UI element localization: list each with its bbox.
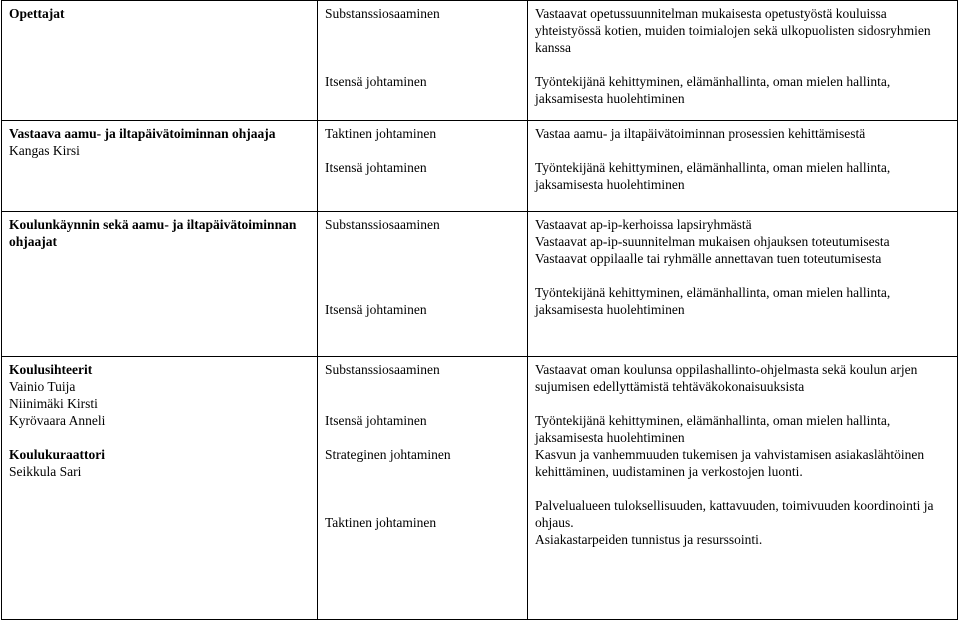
spacer (325, 233, 520, 250)
duty-text: Työntekijänä kehittyminen, elämänhallinta, oman mielen hallinta, jaksamisesta huolehtiminen (535, 74, 891, 106)
duty-text: Kasvun ja vanhemmuuden tukemisen ja vahvistamisen asiakaslähtöinen kehittäminen, uudistaminen ja verkostojen luonti. (535, 447, 925, 479)
duty-text: Työntekijänä kehittyminen, elämänhallinta, oman mielen hallinta, jaksamisesta huolehtiminen (535, 160, 891, 192)
duty-text: Vastaavat oman koulunsa oppilashallinto-ohjelmasta sekä koulun arjen sujumisen edellyttämistä tehtäväkokonaisuuksista (535, 362, 918, 394)
competence-label: Taktinen johtaminen (325, 515, 437, 530)
spacer (325, 142, 520, 159)
duties-cell (528, 121, 958, 212)
person-name: Kyrövaara Anneli (9, 413, 106, 428)
duty-text: Vastaavat ap-ip-suunnitelman mukaisen ohjauksen toteutumisesta (535, 234, 890, 249)
duty-text: Työntekijänä kehittyminen, elämänhallinta, oman mielen hallinta, jaksamisesta huolehtiminen (535, 285, 891, 317)
person-name: Kangas Kirsi (9, 143, 80, 158)
competence-cell (318, 212, 528, 357)
people-cell (2, 357, 318, 620)
role-title: Koulukuraattori (9, 447, 106, 462)
role-title: Opettajat (9, 6, 65, 21)
competence-label: Taktinen johtaminen (325, 126, 437, 141)
people-cell (2, 212, 318, 357)
duty-text: Työntekijänä kehittyminen, elämänhallinta, oman mielen hallinta, jaksamisesta huolehtiminen (535, 413, 891, 445)
duty-text: Vastaavat oppilaalle tai ryhmälle annettavan tuen toteutumisesta (535, 251, 882, 266)
person-name: Seikkula Sari (9, 464, 82, 479)
competence-label: Itsensä johtaminen (325, 302, 427, 317)
competence-label: Itsensä johtaminen (325, 413, 427, 428)
table-row (2, 1, 958, 121)
table-row (2, 121, 958, 212)
spacer (325, 480, 520, 497)
competence-cell (318, 1, 528, 121)
spacer (325, 497, 520, 514)
table-row (2, 212, 958, 357)
role-title: Koulusihteerit (9, 362, 93, 377)
competence-cell (318, 357, 528, 620)
spacer (325, 378, 520, 395)
competence-cell (318, 121, 528, 212)
spacer (535, 480, 950, 497)
spacer (325, 39, 520, 56)
spacer (535, 142, 950, 159)
spacer (325, 267, 520, 284)
people-cell (2, 1, 318, 121)
duties-cell (528, 357, 958, 620)
role-title: Vastaava aamu- ja iltapäivätoiminnan ohjaaja (9, 126, 276, 141)
competence-label: Substanssiosaaminen (325, 6, 440, 21)
duties-cell (528, 1, 958, 121)
duty-text: Vastaavat opetussuunnitelman mukaisesta opetustyöstä kouluissa yhteistyössä kotien, muiden toimialojen sekä ulkopuolisten sidosryhmien kanssa (535, 6, 931, 55)
spacer (325, 463, 520, 480)
competence-label: Strateginen johtaminen (325, 447, 451, 462)
competence-label: Itsensä johtaminen (325, 74, 427, 89)
spacer (325, 429, 520, 446)
person-name: Niinimäki Kirsti (9, 396, 98, 411)
duties-cell (528, 212, 958, 357)
spacer (535, 395, 950, 412)
person-name: Vainio Tuija (9, 379, 76, 394)
people-cell (2, 121, 318, 212)
competence-label: Substanssiosaaminen (325, 362, 440, 377)
spacer (325, 250, 520, 267)
spacer (325, 22, 520, 39)
spacer (535, 267, 950, 284)
competence-label: Itsensä johtaminen (325, 160, 427, 175)
spacer (325, 395, 520, 412)
duty-text: Palvelualueen tuloksellisuuden, kattavuuden, toimivuuden koordinointi ja ohjaus. (535, 498, 934, 530)
competence-label: Substanssiosaaminen (325, 217, 440, 232)
roles-table (1, 0, 958, 620)
role-title: Koulunkäynnin sekä aamu- ja iltapäivätoiminnan ohjaajat (9, 217, 297, 249)
table-row (2, 357, 958, 620)
spacer (9, 429, 310, 446)
duty-text: Asiakastarpeiden tunnistus ja resurssointi. (535, 532, 763, 547)
duty-text: Vastaa aamu- ja iltapäivätoiminnan prosessien kehittämisestä (535, 126, 866, 141)
spacer (535, 56, 950, 73)
spacer (325, 56, 520, 73)
duty-text: Vastaavat ap-ip-kerhoissa lapsiryhmästä (535, 217, 752, 232)
spacer (325, 284, 520, 301)
